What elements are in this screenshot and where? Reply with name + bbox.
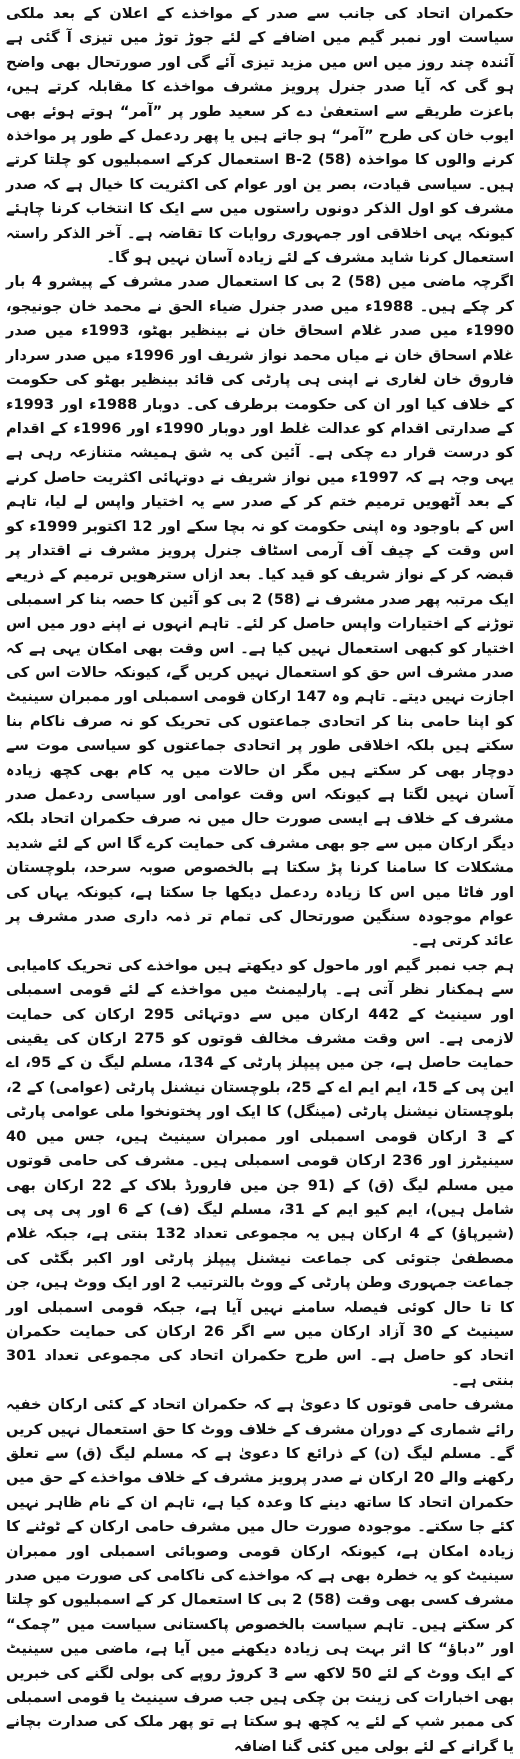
article-paragraph-1 [6, 2, 514, 270]
paragraph-text: حکمران اتحاد کی جانب سے صدر کے مواخذے کے اعلان کے بعد ملکی سیاست اور نمبر گیم میں اضافے کے لئے جوڑ توڑ میں تیزی آ گئی ہے آئندہ چند روز میں اس میں مزید تیزی آئے گی اور صورتحال بھی واضح ہو گی کہ آیا صدر جنرل پرویز مشرف مواخذے کا مقابلہ کرتے ہیں، باعزت طریقے سے استعفیٰ دے کر سعید طور پر ”آمر“ ہوتے ہوئے بھی ایوب خان کی طرح ”آمر“ ہو جاتے ہیں یا پھر ردعمل کے طور پر مواخذہ کرنے والوں کا مواخذہ (58) B-2 استعمال کرکے اسمبلیوں کو چلتا کرتے ہیں۔ سیاسی قیادت، بصر ین اور عوام کی اکثریت کا خیال ہے کہ صدر مشرف کو اول الذکر دونوں راستوں میں سے ایک کا انتخاب کرنا چاہئے کیونکہ یہی اخلاقی اور جمہوری روایات کا تقاضہ ہے۔ آخر الذکر راستہ استعمال کرنا شاید مشرف کے لئے زیادہ آسان نہیں ہو گا۔ [6, 5, 514, 267]
paragraph-text: ہم جب نمبر گیم اور ماحول کو دیکھتے ہیں مواخذے کی تحریک کامیابی سے ہمکنار نظر آتی ہے۔ پارلیمنٹ میں مواخذے کے لئے قومی اسمبلی اور سینیٹ کے 442 ارکان میں سے دوتہائی 295 ارکان کی حمایت لازمی ہے۔ اس وقت مشرف مخالف قوتوں کو 275 ارکان کی یقینی حمایت حاصل ہے، جن میں پیپلز پارٹی کے 134، مسلم لیگ ن کے 95، اے این پی کے 15، ایم ایم اے کے 25، بلوچستان نیشنل پارٹی (عوامی) کے 2، بلوچستان نیشنل پارٹی (مینگل) کا ایک اور پختونخوا ملی عوامی پارٹی کے 3 ارکان قومی اسمبلی اور ممبران سینیٹ ہیں، جس میں 40 سینیٹرز اور 236 ارکان قومی اسمبلی ہیں۔ مشرف کی حامی قوتوں میں مسلم لیگ (ق) کے (91 جن میں فارورڈ بلاک کے 22 ارکان بھی شامل ہیں)، ایم کیو ایم کے 31، مسلم لیگ (ف) کے 6 اور پی پی پی (شیرپاؤ) کے 4 ارکان ہیں یہ مجموعی تعداد 132 بنتی ہے، جبکہ غلام مصطفیٰ جتوئی کی جماعت نیشنل پیپلز پارٹی اور اکبر بگٹی کی جماعت جمہوری وطن پارٹی کے ووٹ بالترتیب 2 اور ایک ووٹ ہیں، جن کا تا حال کوئی فیصلہ سامنے نہیں آیا ہے، جبکہ قومی اسمبلی اور سینیٹ کے 30 آزاد ارکان میں سے اگر 26 ارکان کی حمایت حکمران اتحاد کو حاصل ہے۔ اس طرح حکمران اتحاد کی مجموعی تعداد 301 بنتی ہے۔ [6, 956, 515, 1389]
paragraph-text: اگرچہ ماضی میں (58) 2 بی کا استعمال صدر مشرف کے پیشرو 4 بار کر چکے ہیں۔ 1988ء میں صدر جنرل ضیاء الحق نے محمد خان جونیجو، 1990ء میں صدر غلام اسحاق خان نے بینظیر بھٹو، 1993ء میں صدر غلام اسحاق خان نے میاں محمد نواز شریف اور 1996ء میں صدر سردار فاروق خان لغاری نے اپنی ہی پارٹی کی قائد بینظیر بھٹو کی حکومت کے خلاف کیا اور ان کی حکومت برطرف کی۔ دوبار 1988ء اور 1993ء کے صدارتی اقدام کو عدالت غلط اور دوبار 1990ء اور 1996ء کے اقدام کو درست قرار دے چکی ہے۔ آئین کی یہ شق ہمیشہ متنازعہ رہی ہے یہی وجہ ہے کہ 1997ء میں نواز شریف نے دوتہائی اکثریت حاصل کرنے کے بعد آٹھویں ترمیم ختم کر کے صدر سے یہ اختیار واپس لے لیا، تاہم اس کے باوجود وہ اپنی حکومت کو نہ بچا سکے اور 12 اکتوبر 1999ء کو اس وقت کے چیف آف آرمی اسٹاف جنرل پرویز مشرف نے اقتدار پر قبضہ کر کے نواز شریف کو قید کیا۔ بعد ازاں سترھویں ترمیم کے ذریعے ایک مرتبہ پھر صدر مشرف نے (58) 2 بی کو آئین کا حصہ بنا کر اسمبلی توڑنے کے اختیارات واپس حاصل کر لئے۔ تاہم انہوں نے اپنے دور میں اس اختیار کو کبھی استعمال نہیں کیا ہے۔ اس وقت بھی امکان یہی ہے کہ صدر مشرف اس حق کو استعمال نہیں کریں گے، کیونکہ حالات اس کی اجازت نہیں دیتے۔ تاہم وہ 147 ارکان قومی اسمبلی اور ممبران سینیٹ کو اپنا حامی بنا کر اتحادی جماعتوں کی تحریک کو نہ صرف ناکام بنا سکتے ہیں بلکہ اخلاقی طور پر اتحادی جماعتوں کو سیاسی موت سے دوچار بھی کر سکتے ہیں مگر ان حالات میں یہ کام بھی کچھ زیادہ آسان نہیں لگتا ہے کیونکہ اس وقت عوامی اور سیاسی ردعمل صدر مشرف کے خلاف ہے ایسی صورت حال میں نہ صرف حکمران اتحاد بلکہ دیگر ارکان میں سے جو بھی مشرف کی حمایت کرے گا اس کے لئے شدید مشکلات کا سامنا کرنا پڑ سکتا ہے بالخصوص صوبہ سرحد، بلوچستان اور فاٹا میں اس کا زیادہ ردعمل دیکھا جا سکتا ہے، کیونکہ یہاں کی عوام موجودہ سنگین صورتحال کی تمام تر ذمہ داری صدر مشرف پر عائد کرتی ہے۔ [6, 273, 515, 950]
article-paragraph-4 [6, 1393, 514, 1759]
article-paragraph-3 [6, 954, 514, 1393]
article-paragraph-2 [6, 270, 514, 953]
paragraph-text: مشرف حامی قوتوں کا دعویٰ ہے کہ حکمران اتحاد کے کئی ارکان خفیہ رائے شماری کے دوران مشرف کے خلاف ووٹ کا حق استعمال نہیں کریں گے۔ مسلم لیگ (ن) کے ذرائع کا دعویٰ ہے کہ مسلم لیگ (ق) سے تعلق رکھنے والے 20 ارکان نے صدر پرویز مشرف کے خلاف مواخذے کے حق میں حکمران اتحاد کا ساتھ دینے کا وعدہ کیا ہے، تاہم ان کے نام ظاہر نہیں کئے جا سکتے۔ موجودہ صورت حال میں مشرف حامی ارکان کے ٹوٹنے کا زیادہ امکان ہے، کیونکہ ارکان قومی وصوبائی اسمبلی اور ممبران سینیٹ کو یہ خطرہ بھی ہے کہ مواخذے کی ناکامی کی صورت میں صدر مشرف کسی بھی وقت (58) 2 بی کا استعمال کر کے اسمبلیوں کو چلتا کر سکتے ہیں۔ تاہم سیاست بالخصوص پاکستانی سیاست میں ”چمک“ اور ”دباؤ“ کا اثر بہت ہی زیادہ دیکھنے میں آیا ہے، ماضی میں سینیٹ کے ایک ووٹ کے لئے 50 لاکھ سے 3 کروڑ روپے کی بولی لگنے کی خبریں بھی اخبارات کی زینت بن چکی ہیں جب صرف سینیٹ یا قومی اسمبلی کی ممبر شپ کے لئے یہ کچھ ہو سکتا ہے تو پھر ملک کی صدارت بچانے یا گرانے کے لئے بولی میں کئی گنا اضافہ [6, 1396, 515, 1755]
article-page [6, 2, 515, 1755]
